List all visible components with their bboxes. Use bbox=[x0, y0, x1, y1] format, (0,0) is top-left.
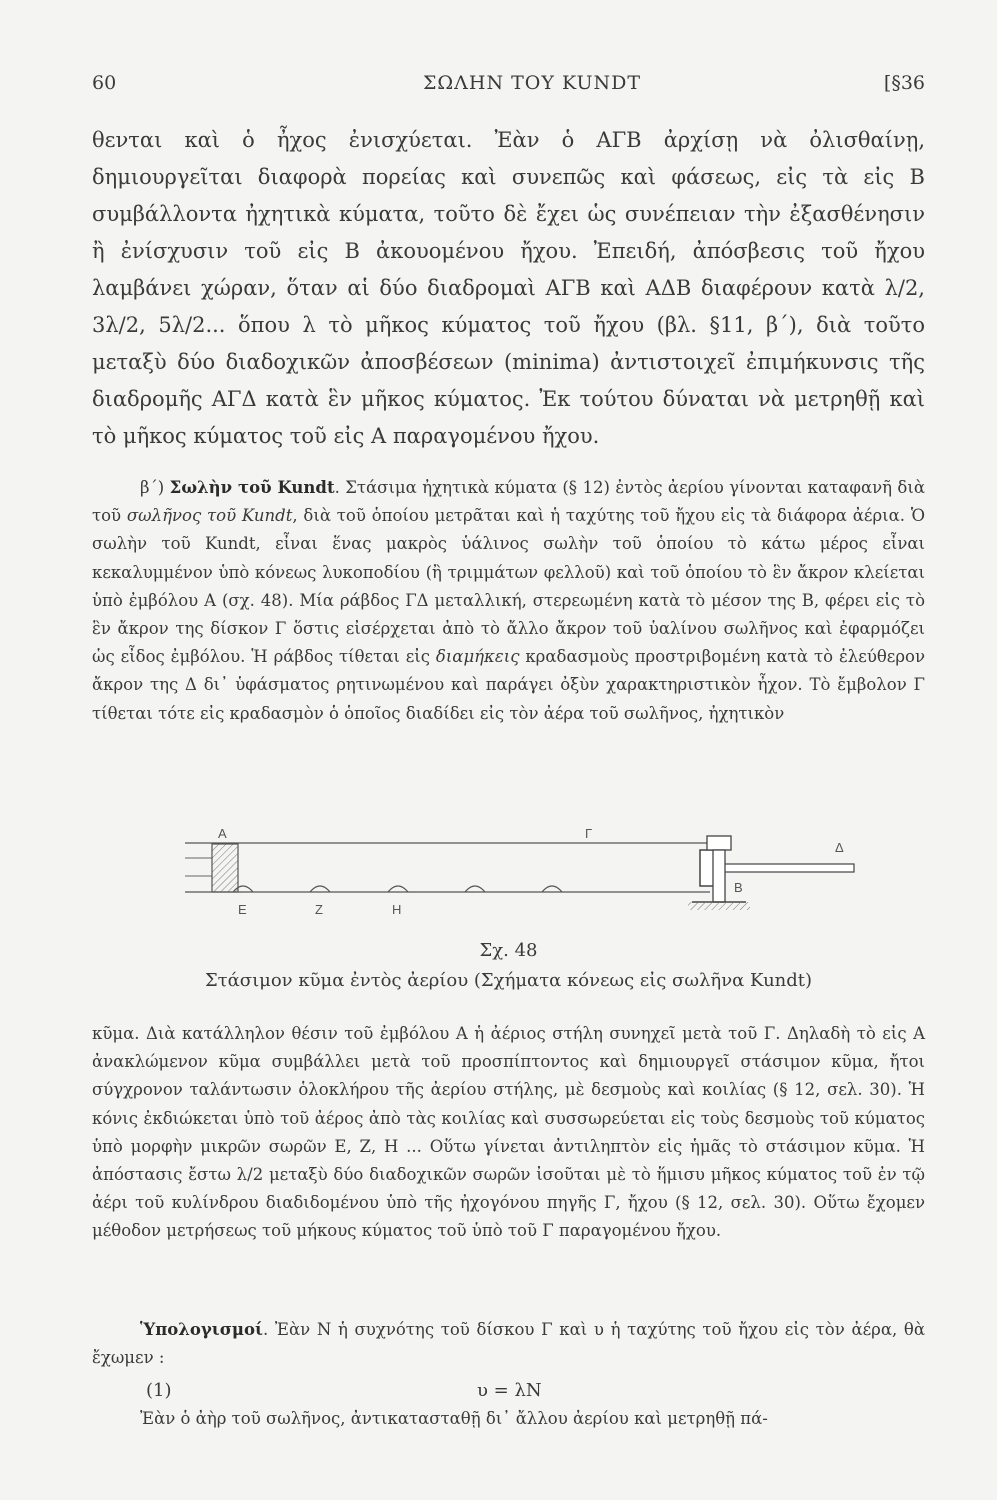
page-header bbox=[92, 64, 925, 98]
figure-label-a: A bbox=[218, 826, 227, 841]
clamp-stem bbox=[713, 850, 725, 902]
text-run: κραδασμοὺς προστριβομένη κατὰ τὸ ἐλεύθερον ἄκρον της Δ δι᾽ ὑφάσματος ρητινωμένου καὶ παράγει ὀξὺν χαρακτηριστικὸν ἦχον. Τὸ ἔμβολον Γ τίθεται τότε εἰς κραδασμὸν ὁ ὁποῖος διαδίδει εἰς τὸν ἀέρα τοῦ σωλῆνος, ἠχητικὸν bbox=[92, 647, 925, 723]
figure-label-z: Z bbox=[315, 902, 323, 917]
section-marker: [§36 bbox=[883, 72, 925, 94]
equation-number: (1) bbox=[146, 1380, 172, 1401]
figure-label-g: Γ bbox=[585, 826, 593, 841]
equation-formula: υ = λN bbox=[477, 1380, 542, 1401]
paragraph-continuation: Ἐὰν ὁ ἀὴρ τοῦ σωλῆνος, ἀντικατασταθῇ δι᾽ ἄλλου ἀερίου καὶ μετρηθῇ πά- bbox=[140, 1409, 768, 1428]
figure-label-d: Δ bbox=[835, 840, 844, 855]
text-run: . Ἐὰν Ν ἡ συχνότης τοῦ δίσκου Γ καὶ υ ἡ ταχύτης τοῦ ἤχου εἰς τὸν ἀέρα, θὰ ἔχωμεν : bbox=[92, 1320, 925, 1368]
calculations-heading: Ὑπολογισμοί bbox=[140, 1320, 263, 1339]
dust-heap bbox=[542, 886, 562, 892]
italic-term: διαμήκεις bbox=[435, 647, 520, 667]
subsection-lead: β΄) bbox=[140, 478, 170, 497]
paragraph-interference: θενται καὶ ὁ ἦχος ἐνισχύεται. Ἐὰν ὁ ΑΓΒ ἀρχίσῃ νὰ ὀλισθαίνῃ, δημιουργεῖται διαφορὰ πορείας καὶ συνεπῶς καὶ φάσεως, εἰς τὰ εἰς Β συμβάλλοντα ἠχητικὰ κύματα, τοῦτο δὲ ἔχει ὡς συνέπειαν τὴν ἐξασθένησιν ἢ ἐνίσχυσιν τοῦ εἰς Β ἀκουομένου ἤχου. Ἐπειδή, ἀπόσβεσις τοῦ ἤχου λαμβάνει χώραν, ὅταν αἱ δύο διαδρομαὶ ΑΓΒ καὶ ΑΔΒ διαφέρουν κατὰ λ/2, 3λ/2, 5λ/2... ὅπου λ τὸ μῆκος κύματος τοῦ ἤχου (βλ. §11, β΄), διὰ τοῦτο μεταξὺ δύο διαδοχικῶν ἀποσβέσεων (minima) ἀντιστοιχεῖ ἐπιμήκυνσις τῆς διαδρομῆς ΑΓΔ κατὰ ἓν μῆκος κύματος. Ἐκ τούτου δύναται νὰ μετρηθῇ καὶ τὸ μῆκος κύματος τοῦ εἰς Α παραγομένου ἤχου. bbox=[92, 128, 925, 448]
dust-heap bbox=[388, 886, 408, 892]
dust-heap bbox=[310, 886, 330, 892]
figure-number: Σχ. 48 bbox=[479, 940, 538, 961]
disk-g bbox=[700, 850, 714, 886]
italic-term: σωλῆνος τοῦ Kundt bbox=[126, 506, 293, 526]
rod-gd bbox=[714, 864, 854, 872]
text-run: . Στάσιμα ἠχητικὰ κύματα (§ 12) ἐντὸς ἀερίου γίνονται καταφανῆ διὰ τοῦ bbox=[92, 478, 925, 526]
text-run: , διὰ τοῦ ὁποίου μετρᾶται καὶ ἡ ταχύτης τοῦ ἤχου εἰς τὰ διάφορα ἀέρια. Ὁ σωλὴν τοῦ Kundt, εἶναι ἕνας μακρὸς ὑάλινος σωλὴν τοῦ ὁποίου τὸ κάτω μέρος εἶναι κεκαλυμμένον ὑπὸ κόνεως λυκοποδίου (ἢ τριμμάτων φελλοῦ) καὶ τοῦ ὁποίου τὸ ἓν ἄκρον κλείεται ὑπὸ ἐμβόλου Α (σχ. 48). Μία ράβδος ΓΔ μεταλλική, στερεωμένη κατὰ τὸ μέσον της Β, φέρει εἰς τὸ ἓν ἄκρον της δίσκον Γ ὅστις εἰσέρχεται ἀπὸ τὸ ἄλλο ἄκρον τοῦ ὑαλίνου σωλῆνος καὶ ἐφαρμόζει ὡς εἶδος ἐμβόλου. Ἡ ράβδος τίθεται εἰς bbox=[92, 506, 925, 667]
figure-label-e: Ε bbox=[238, 902, 247, 917]
ground-hatch bbox=[688, 902, 750, 910]
paragraph-standing-wave: κῦμα. Διὰ κατάλληλον θέσιν τοῦ ἐμβόλου Α ἡ ἀέριος στήλη συνηχεῖ μετὰ τοῦ Γ. Δηλαδὴ τὸ εἰς Α ἀνακλώμενον κῦμα συμβάλλει μετὰ τοῦ προσπίπτοντος καὶ δημιουργεῖ στάσιμον κῦμα, ἤτοι σύγχρονον ταλάντωσιν ὁλοκλήρου τῆς ἀερίου στήλης, μὲ δεσμοὺς καὶ κοιλίας (§ 12, σελ. 30). Ἡ κόνις ἐκδιώκεται ὑπὸ τοῦ ἀέρος ἀπὸ τὰς κοιλίας καὶ συσσωρεύεται εἰς τοὺς δεσμοὺς τοῦ κύματος ὑπὸ μορφὴν μικρῶν σωρῶν Ε, Ζ, Η ... Οὕτω γίνεται ἀντιληπτὸν εἰς ἡμᾶς τὸ στάσιμον κῦμα. Ἡ ἀπόστασις ἔστω λ/2 μεταξὺ δύο διαδοχικῶν σωρῶν ἰσοῦται μὲ τὸ ἥμισυ μῆκος κύματος τοῦ ἐν τῷ ἀέρι τοῦ κυλίνδρου διαδιδομένου ὑπὸ τῆς ἠχογόνου πηγῆς Γ, ἤχου (§ 12, σελ. 30). Οὕτω ἔχομεν μέθοδον μετρήσεως τοῦ μήκους κύματος τοῦ ὑπὸ τοῦ Γ παραγομένου ἤχου. bbox=[92, 1024, 925, 1241]
piston-a bbox=[212, 844, 238, 892]
page-number: 60 bbox=[92, 72, 117, 94]
figure-label-h: H bbox=[392, 902, 402, 917]
subsection-heading: Σωλὴν τοῦ Kundt bbox=[169, 478, 335, 497]
running-title: ΣΩΛΗΝ ΤΟΥ KUNDT bbox=[422, 72, 642, 94]
figure-caption: Στάσιμον κῦμα ἐντὸς ἀερίου (Σχήματα κόνεως εἰς σωλῆνα Kundt) bbox=[204, 970, 813, 991]
figure-label-b: B bbox=[734, 880, 743, 895]
paragraph-kundt-tube bbox=[92, 474, 925, 728]
clamp-top bbox=[707, 836, 731, 850]
paragraph-calculations bbox=[92, 1316, 925, 1372]
dust-heap bbox=[465, 886, 485, 892]
kundt-tube-figure bbox=[170, 822, 870, 947]
